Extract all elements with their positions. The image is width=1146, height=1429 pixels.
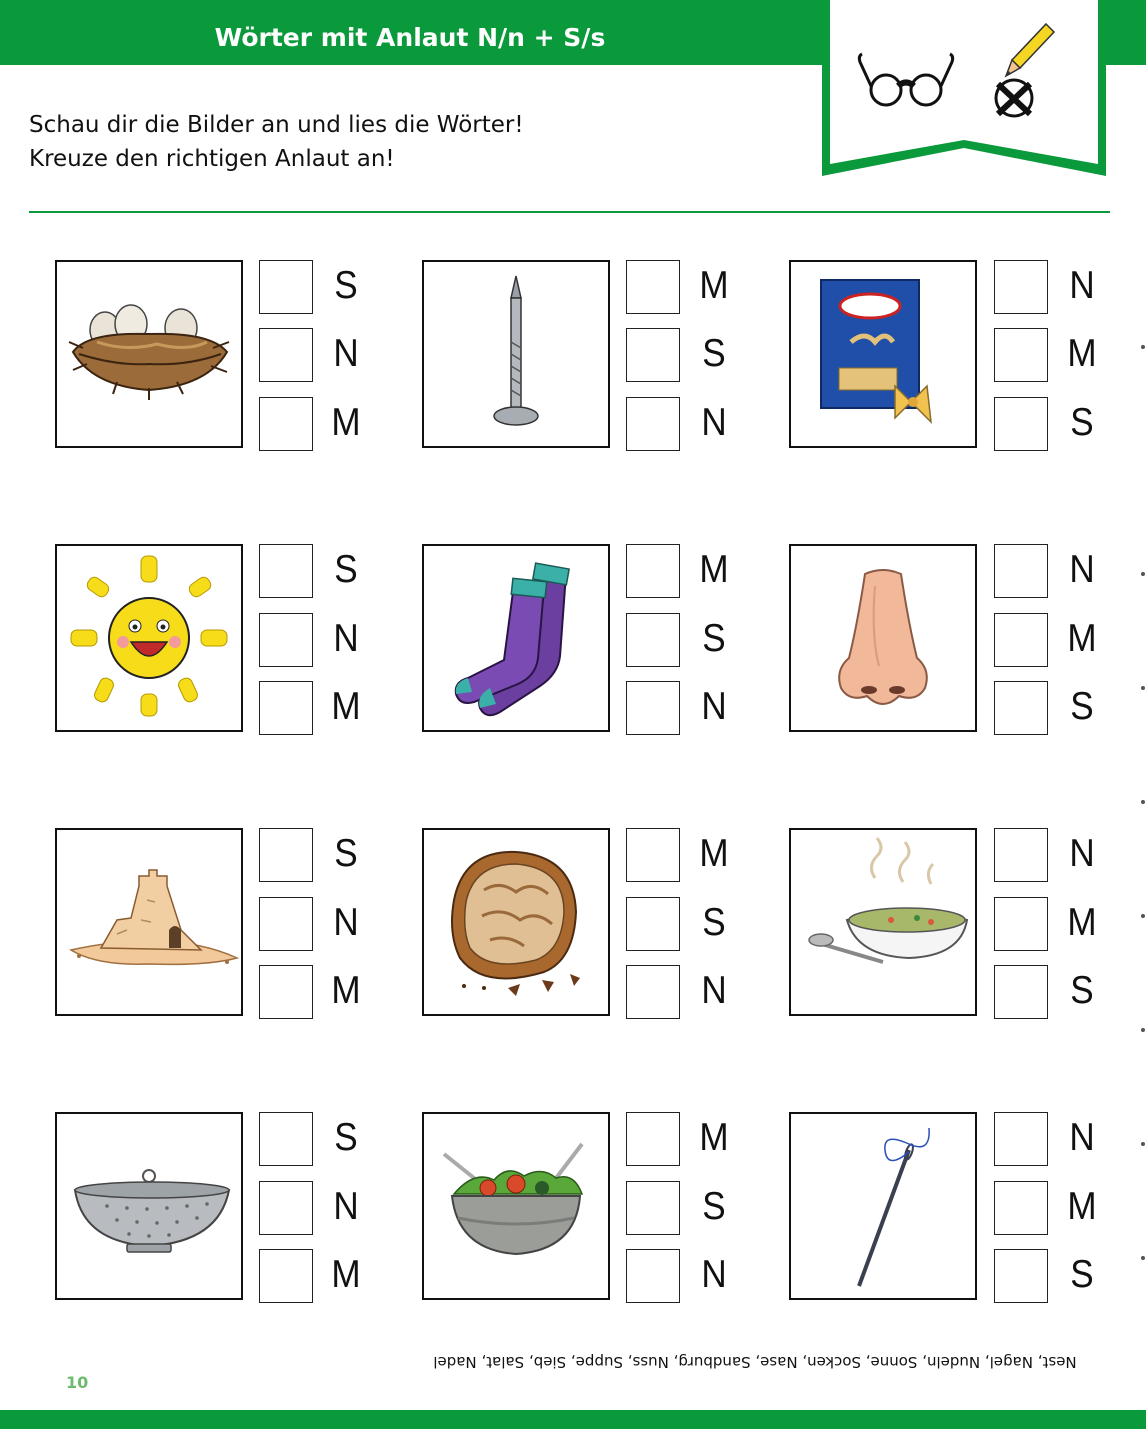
option-letter: S xyxy=(702,901,726,944)
checkbox-2-3[interactable] xyxy=(626,397,680,451)
option-letter: S xyxy=(334,1116,358,1159)
checkbox-2-2[interactable] xyxy=(626,328,680,382)
picture-salad xyxy=(422,1112,610,1300)
edge-mark xyxy=(1141,1142,1145,1146)
edge-mark xyxy=(1141,572,1145,576)
checkbox-10-3[interactable] xyxy=(259,1249,313,1303)
divider-line xyxy=(29,211,1110,213)
option-letter: S xyxy=(702,617,726,660)
checkbox-1-1[interactable] xyxy=(259,260,313,314)
instruction-line-2: Kreuze den richtigen Anlaut an! xyxy=(29,146,395,172)
checkbox-8-1[interactable] xyxy=(626,828,680,882)
option-letter: M xyxy=(1067,1185,1097,1228)
option-letter: N xyxy=(1069,548,1095,591)
edge-mark xyxy=(1141,686,1145,690)
option-letter: M xyxy=(331,401,361,444)
checkbox-7-2[interactable] xyxy=(259,897,313,951)
picture-socks xyxy=(422,544,610,732)
checkbox-1-2[interactable] xyxy=(259,328,313,382)
option-letter: N xyxy=(1069,1116,1095,1159)
checkbox-1-3[interactable] xyxy=(259,397,313,451)
option-letter: M xyxy=(331,685,361,728)
option-letter: N xyxy=(1069,264,1095,307)
picture-sieve xyxy=(55,1112,243,1300)
checkbox-4-2[interactable] xyxy=(259,613,313,667)
picture-nest xyxy=(55,260,243,448)
option-letter: S xyxy=(334,832,358,875)
option-letter: N xyxy=(333,617,359,660)
nail-icon xyxy=(424,262,608,446)
option-letter: M xyxy=(699,1116,729,1159)
edge-mark xyxy=(1141,1256,1145,1260)
picture-soup xyxy=(789,828,977,1016)
option-letter: S xyxy=(702,1185,726,1228)
picture-noodles xyxy=(789,260,977,448)
option-letter: S xyxy=(334,548,358,591)
option-letter: S xyxy=(702,332,726,375)
option-letter: M xyxy=(331,1253,361,1296)
option-letter: S xyxy=(1070,685,1094,728)
noodles-icon xyxy=(791,262,975,446)
instructions xyxy=(29,108,524,176)
option-letter: M xyxy=(331,969,361,1012)
checkbox-4-1[interactable] xyxy=(259,544,313,598)
edge-mark xyxy=(1141,1028,1145,1032)
page-number: 10 xyxy=(66,1373,89,1392)
option-letter: N xyxy=(701,685,727,728)
page-title: Wörter mit Anlaut N/n + S/s xyxy=(214,23,606,52)
checkbox-6-3[interactable] xyxy=(994,681,1048,735)
checkbox-3-1[interactable] xyxy=(994,260,1048,314)
checkbox-8-2[interactable] xyxy=(626,897,680,951)
edge-mark xyxy=(1141,800,1145,804)
sun-icon xyxy=(57,546,241,730)
picture-sandcastle xyxy=(55,828,243,1016)
socks-icon xyxy=(424,546,608,730)
option-letter: N xyxy=(1069,832,1095,875)
checkbox-4-3[interactable] xyxy=(259,681,313,735)
checkbox-12-1[interactable] xyxy=(994,1112,1048,1166)
checkbox-5-2[interactable] xyxy=(626,613,680,667)
picture-nut xyxy=(422,828,610,1016)
task-badge xyxy=(818,0,1110,178)
picture-needle xyxy=(789,1112,977,1300)
option-letter: M xyxy=(699,264,729,307)
checkbox-12-2[interactable] xyxy=(994,1181,1048,1235)
nose-icon xyxy=(791,546,975,730)
option-letter: M xyxy=(1067,617,1097,660)
checkbox-3-2[interactable] xyxy=(994,328,1048,382)
picture-nose xyxy=(789,544,977,732)
checkbox-9-1[interactable] xyxy=(994,828,1048,882)
checkbox-11-1[interactable] xyxy=(626,1112,680,1166)
edge-mark xyxy=(1141,914,1145,918)
sieve-icon xyxy=(57,1114,241,1298)
checkbox-3-3[interactable] xyxy=(994,397,1048,451)
checkbox-9-3[interactable] xyxy=(994,965,1048,1019)
option-letter: S xyxy=(334,264,358,307)
sandcastle-icon xyxy=(57,830,241,1014)
salad-icon xyxy=(424,1114,608,1298)
checkbox-10-2[interactable] xyxy=(259,1181,313,1235)
instruction-line-1: Schau dir die Bilder an und lies die Wörter! xyxy=(29,112,524,138)
edge-mark xyxy=(1141,345,1145,349)
option-letter: N xyxy=(701,969,727,1012)
checkbox-9-2[interactable] xyxy=(994,897,1048,951)
needle-icon xyxy=(791,1114,975,1298)
checkbox-12-3[interactable] xyxy=(994,1249,1048,1303)
checkbox-10-1[interactable] xyxy=(259,1112,313,1166)
picture-nail xyxy=(422,260,610,448)
checkbox-7-1[interactable] xyxy=(259,828,313,882)
picture-sun xyxy=(55,544,243,732)
checkbox-6-2[interactable] xyxy=(994,613,1048,667)
option-letter: N xyxy=(333,332,359,375)
checkbox-6-1[interactable] xyxy=(994,544,1048,598)
soup-icon xyxy=(791,830,975,1014)
option-letter: N xyxy=(333,901,359,944)
footer-bar xyxy=(0,1410,1146,1429)
option-letter: M xyxy=(1067,901,1097,944)
option-letter: M xyxy=(1067,332,1097,375)
option-letter: N xyxy=(701,1253,727,1296)
solution-text: Nest, Nagel, Nudeln, Sonne, Socken, Nase, Sandburg, Nuss, Suppe, Sieb, Salat, Nadel xyxy=(433,1353,1077,1371)
option-letter: M xyxy=(699,548,729,591)
checkbox-5-1[interactable] xyxy=(626,544,680,598)
checkbox-7-3[interactable] xyxy=(259,965,313,1019)
checkbox-8-3[interactable] xyxy=(626,965,680,1019)
walnut-icon xyxy=(424,830,608,1014)
option-letter: N xyxy=(333,1185,359,1228)
option-letter: S xyxy=(1070,401,1094,444)
option-letter: N xyxy=(701,401,727,444)
nest-icon xyxy=(57,262,241,446)
option-letter: M xyxy=(699,832,729,875)
checkbox-2-1[interactable] xyxy=(626,260,680,314)
option-letter: S xyxy=(1070,969,1094,1012)
option-letter: S xyxy=(1070,1253,1094,1296)
checkbox-11-3[interactable] xyxy=(626,1249,680,1303)
checkbox-11-2[interactable] xyxy=(626,1181,680,1235)
checkbox-5-3[interactable] xyxy=(626,681,680,735)
